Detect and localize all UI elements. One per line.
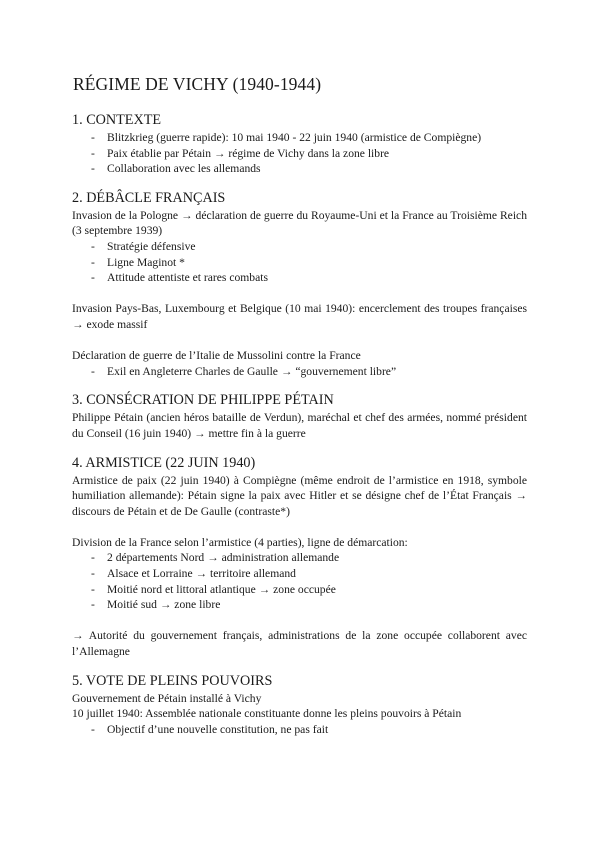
paragraph: Division de la France selon l’armistice (4 parties), ligne de démarcation: — [72, 535, 408, 549]
section-consecration — [72, 391, 527, 441]
paragraph: → Autorité du gouvernement français, administrations de la zone occupée collaborent avec l’Allemagne — [72, 629, 527, 659]
spacer — [72, 333, 527, 349]
spacer — [72, 286, 527, 302]
spacer — [72, 613, 527, 629]
section-heading: 2. DÉBÂCLE FRANÇAIS — [72, 189, 226, 206]
paragraph: Invasion Pays-Bas, Luxembourg et Belgique (10 mai 1940): encerclement des troupes françaises → exode massif — [72, 302, 527, 331]
bullet-list — [72, 130, 527, 177]
section-contexte — [72, 111, 527, 177]
list-item: - Blitzkrieg (guerre rapide): 10 mai 1940 - 22 juin 1940 (armistice de Compiègne) — [72, 130, 527, 146]
section-heading: 5. VOTE DE PLEINS POUVOIRS — [72, 672, 273, 689]
list-item: - Moitié nord et littoral atlantique → zone occupée — [72, 582, 527, 598]
bullet-list — [72, 550, 527, 612]
list-item: - Exil en Angleterre Charles de Gaulle → “gouvernement libre” — [72, 364, 527, 380]
section-heading: 3. CONSÉCRATION DE PHILIPPE PÉTAIN — [72, 392, 334, 409]
list-item: - Objectif d’une nouvelle constitution, ne pas fait — [72, 722, 527, 738]
paragraph: Gouvernement de Pétain installé à Vichy — [72, 691, 262, 705]
paragraph: Armistice de paix (22 juin 1940) à Compiègne (même endroit de l’armistice en 1918, symbole humiliation allemande): Pétain signe la paix avec Hitler et se désigne chef de l’État Français → discours de Pétain et de De Gaulle (contraste*) — [72, 473, 527, 518]
list-item: - Ligne Maginot * — [72, 255, 527, 271]
paragraph: Philippe Pétain (ancien héros bataille de Verdun), maréchal et chef des armées, nommé président du Conseil (16 juin 1940) → mettre fin à la guerre — [72, 411, 527, 440]
document-page — [72, 74, 527, 749]
paragraph: Déclaration de guerre de l’Italie de Mussolini contre la France — [72, 349, 361, 363]
bullet-list — [72, 239, 527, 286]
document-title: RÉGIME DE VICHY (1940-1944) — [73, 74, 322, 94]
list-item: - Alsace et Lorraine → territoire allemand — [72, 566, 527, 582]
spacer — [72, 519, 527, 535]
paragraph: 10 juillet 1940: Assemblée nationale constituante donne les pleins pouvoirs à Pétain — [72, 707, 462, 721]
bullet-list — [72, 722, 527, 738]
section-debacle — [72, 189, 527, 380]
list-item: - 2 départements Nord → administration allemande — [72, 550, 527, 566]
paragraph: Invasion de la Pologne → déclaration de guerre du Royaume-Uni et la France au Troisième Reich (3 septembre 1939) — [72, 208, 527, 238]
list-item: - Collaboration avec les allemands — [72, 161, 527, 177]
list-item: - Stratégie défensive — [72, 239, 527, 255]
section-heading: 4. ARMISTICE (22 JUIN 1940) — [72, 454, 256, 471]
section-pleins-pouvoirs — [72, 672, 527, 738]
list-item: - Attitude attentiste et rares combats — [72, 270, 527, 286]
bullet-list — [72, 364, 527, 380]
list-item: - Paix établie par Pétain → régime de Vichy dans la zone libre — [72, 146, 527, 162]
list-item: - Moitié sud → zone libre — [72, 597, 527, 613]
section-heading: 1. CONTEXTE — [72, 112, 162, 128]
section-armistice — [72, 454, 527, 660]
